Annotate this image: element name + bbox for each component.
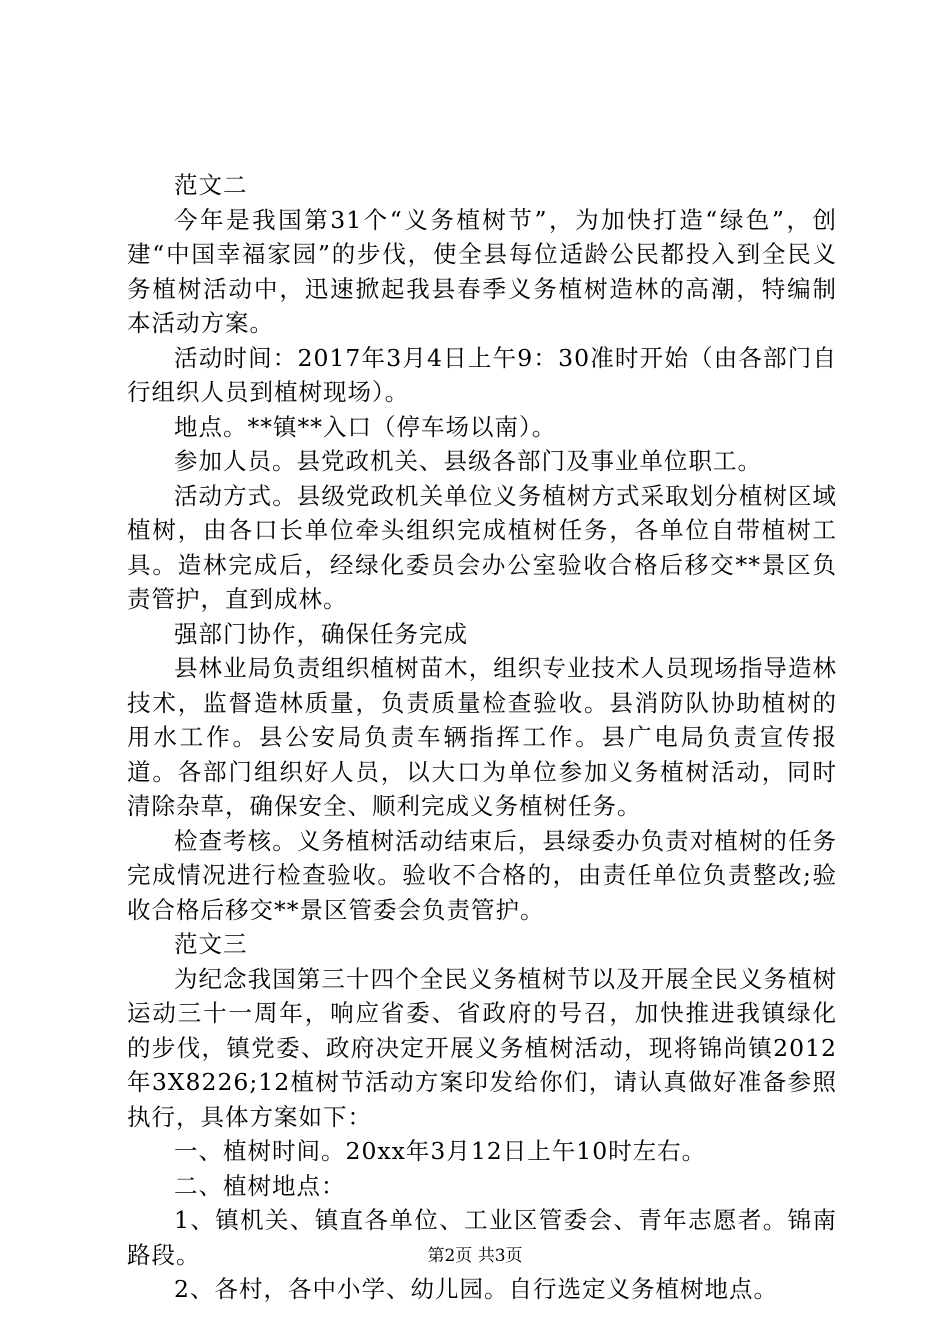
- paragraph-cooperation-heading: 强部门协作，确保任务完成: [174, 619, 468, 648]
- document-body: [127, 168, 837, 1307]
- paragraph-inspection: 检查考核。义务植树活动结束后，县绿委办负责对植树的任务完成情况进行检查验收。验收不合格的，由责任单位负责整改;验收合格后移交**景区管委会负责管护。: [127, 826, 837, 924]
- paragraph-commemoration: 为纪念我国第三十四个全民义务植树节以及开展全民义务植树运动三十一周年，响应省委、省政府的号召，加快推进我镇绿化的步伐，镇党委、政府决定开展义务植树活动，现将锦尚镇2012年3X8226;12植树节活动方案印发给你们，请认真做好准备参照执行，具体方案如下：: [127, 964, 837, 1131]
- paragraph-heading-sample-3: 范文三: [174, 930, 248, 958]
- paragraph-activity-time: 活动时间：2017年3月4日上午9：30准时开始（由各部门自行组织人员到植树现场）。: [127, 343, 837, 406]
- paragraph-heading-sample-2: 范文二: [174, 171, 248, 199]
- paragraph-participants: 参加人员。县党政机关、县级各部门及事业单位职工。: [174, 447, 762, 475]
- paragraph-planting-time: 一、植树时间。20xx年3月12日上午10时左右。: [174, 1137, 707, 1165]
- page-footer: 第2页 共3页: [427, 1246, 523, 1266]
- paragraph-location-item-1: 1、镇机关、镇直各单位、工业区管委会、青年志愿者。锦南路段。: [127, 1206, 837, 1269]
- paragraph-location: 地点。**镇**入口（停车场以南）。: [174, 412, 557, 441]
- paragraph-location-item-2: 2、各村，各中小学、幼儿园。自行选定义务植树地点。: [174, 1275, 778, 1303]
- paragraph-activity-method: 活动方式。县级党政机关单位义务植树方式采取划分植树区域植树，由各口长单位牵头组织完成植树任务，各单位自带植树工具。造林完成后，经绿化委员会办公室验收合格后移交**景区负责管护，直到成林。: [127, 481, 837, 613]
- paragraph-planting-location-heading: 二、植树地点：: [174, 1171, 346, 1200]
- paragraph-responsibilities: 县林业局负责组织植树苗木，组织专业技术人员现场指导造林技术，监督造林质量，负责质量检查验收。县消防队协助植树的用水工作。县公安局负责车辆指挥工作。县广电局负责宣传报道。各部门组织好人员，以大口为单位参加义务植树活动，同时清除杂草，确保安全、顺利完成义务植树任务。: [127, 654, 837, 820]
- paragraph-intro: 今年是我国第31个“义务植树节”，为加快打造“绿色”，创建“中国幸福家园”的步伐，使全县每位适龄公民都投入到全民义务植树活动中，迅速掀起我县春季义务植树造林的高潮，特编制本活动方案。: [127, 205, 837, 337]
